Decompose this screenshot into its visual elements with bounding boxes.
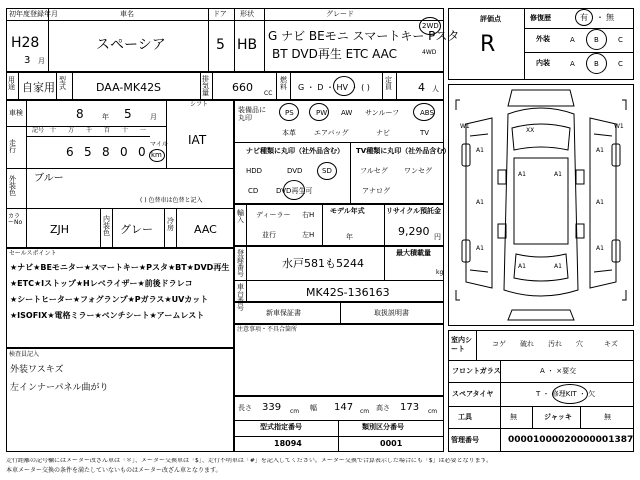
fuel-label: 燃料 [280, 76, 287, 91]
inspection-label: 車検 [9, 109, 23, 117]
diagram-mark-a1-1: A1 [476, 147, 484, 154]
width-label: 幅 [310, 404, 317, 412]
diagram-mark-a1-5: A1 [476, 199, 484, 206]
odo-digit-2: 8 [102, 145, 110, 159]
parallel-label: 並行 [262, 231, 276, 239]
max-load-unit: kg [436, 269, 444, 276]
equipment-item-2: AW [341, 109, 353, 117]
model-value: DAA-MK42S [96, 81, 162, 94]
repair-label: 修復歴 [530, 14, 551, 22]
color-value: ブルー [34, 173, 64, 184]
footer-line2: 本車メーター交換の条件を満たしていないものはメーター改ざん車となります。 [6, 467, 222, 474]
door-label: ドア [213, 10, 227, 18]
owner-manual: 取扱説明書 [374, 309, 409, 317]
capacity-unit: 人 [432, 85, 439, 93]
odo-unit-3: 千 [86, 127, 93, 134]
diagram-mark-a1-6: A1 [596, 199, 604, 206]
displacement-value: 660 [232, 81, 253, 94]
repair-yes-circle [575, 9, 593, 26]
repair-sep: ・ [596, 13, 604, 22]
seat-item-0: コゲ [492, 340, 506, 348]
model-year-unit: 年 [346, 233, 353, 241]
diagram-mark-a1-8: A1 [596, 245, 604, 252]
spare-value: T ・ 修理KIT ・ 欠 [536, 390, 596, 398]
tv-fullseg: フルセグ [360, 167, 388, 175]
int-grade-c: C [618, 60, 623, 68]
equipment-item-3: サンルーフ [365, 109, 400, 117]
height-label: 高さ [376, 404, 390, 412]
diagram-mark-a1-9: A1 [518, 263, 526, 270]
odo-label: 走行 [9, 139, 16, 154]
cc-unit: CC [264, 90, 273, 97]
import-label: 輸入 [237, 209, 244, 224]
color-label: 外装色 [9, 175, 16, 197]
capacity-value: 4 [418, 81, 425, 94]
recycle-unit: 円 [434, 233, 441, 241]
plate-value: 水戸581も5244 [282, 257, 364, 270]
reg-month-unit: 月 [38, 57, 45, 65]
mile-label: マイル [150, 141, 168, 148]
tv-title: TV種類に丸印（社外品含む） [356, 147, 451, 155]
equipment-item-0: PS [285, 109, 294, 117]
shape-label: 形状 [240, 10, 254, 18]
grade-line1: G ナビ BEモニ スマートキー Pスタ [268, 29, 460, 43]
equipment-circle-1 [309, 103, 329, 121]
color-note: ( ) 色替車は色替と記入 [140, 197, 203, 204]
inspection-year-unit: 年 [102, 113, 109, 121]
use-value: 自家用 [22, 81, 55, 94]
km-label: km [151, 151, 162, 159]
shift-value: IAT [188, 133, 207, 147]
length-unit: cm [290, 408, 300, 415]
spare-label: スペアタイヤ [452, 390, 494, 398]
handle-left: 左H [302, 231, 315, 239]
ext-grade-a: A [570, 36, 575, 44]
int-grade-b: B [594, 60, 599, 68]
length-label: 長さ [238, 404, 252, 412]
use-label: 用途 [8, 76, 15, 91]
ext-grade-c: C [618, 36, 623, 44]
sales-point-line-3: ★ISOFIX★電格ミラー★ベンチシート★アームレスト [10, 311, 205, 320]
diagram-mark-a1-7: A1 [476, 245, 484, 252]
odo-digit-3: 0 [120, 145, 128, 159]
seat-item-3: 穴 [576, 340, 583, 348]
equipment-label: 装備品に丸印 [238, 106, 266, 123]
navi-dvd-play-circle [283, 180, 305, 200]
ac-label: 冷房 [167, 217, 174, 232]
inspection-month-unit: 月 [150, 113, 157, 121]
navi-dvd-play: DVD再生可 [276, 187, 313, 195]
color-no: ZJH [50, 223, 70, 236]
diagram-mark-w1-left: W1 [460, 123, 470, 130]
sales-point-label: セールスポイント [9, 250, 57, 257]
seat-item-2: 汚れ [548, 340, 562, 348]
exterior-label: 外装 [536, 35, 550, 43]
interior-seat-label: 室内シート [451, 336, 472, 354]
reg-month: 3 [24, 55, 31, 66]
sales-point-line-0: ★ナビ★BEモニター★スマートキー★Pスタ★BT★DVD再生 [10, 263, 230, 272]
interior-label: 内装色 [103, 215, 110, 237]
windshield-value: A ・ ×要交 [540, 367, 577, 375]
designation-value: 18094 [274, 439, 302, 448]
tv-oneseg: ワンセグ [404, 167, 432, 175]
max-load-label: 最大積載量 [396, 249, 431, 257]
diagram-mark-xx: XX [526, 127, 535, 134]
interior-grade-label: 内装 [536, 59, 550, 67]
shape-value: HB [237, 37, 258, 53]
length-value: 339 [262, 402, 282, 413]
diagram-mark-a1-2: A1 [596, 147, 604, 154]
jack-label: ジャッキ [544, 413, 572, 421]
navi-title: ナビ種類に丸印（社外品含む） [246, 147, 344, 155]
inspector-line1: 外装ワスキズ [10, 365, 64, 375]
footer-line1: 走行距離の記号欄にはメーター改ざん車は「＊」、メーター交換車は「$」、走行不明車は「#」を記入してください。メーター交換で合算表示した場合にも「$」は必要となります。 [6, 458, 493, 464]
ac-value: AAC [194, 223, 217, 236]
inspector-line2: 左インナーパネル曲がり [10, 383, 109, 393]
notes-block [234, 324, 444, 396]
width-value: 147 [334, 402, 354, 413]
int-grade-a: A [570, 60, 575, 68]
shift-label: シフト [190, 101, 209, 108]
diagram-mark-a1-3: A1 [518, 171, 526, 178]
dealer-label: ディーラー [256, 211, 291, 219]
displacement-label: 排気量 [202, 75, 209, 97]
height-unit: cm [428, 408, 438, 415]
jack-value: 無 [604, 413, 611, 421]
inspection-month: 5 [124, 107, 132, 121]
seat-item-1: 破れ [520, 340, 534, 348]
fuel-options: G ・ D ・ HV ・ ( ) [298, 83, 370, 92]
car-name: スペーシア [96, 37, 166, 53]
name-label: 車名 [120, 10, 134, 18]
handle-right: 右H [302, 211, 315, 219]
sales-point-line-2: ★シートヒーター★フォグランプ★Pガラス★UVカット [10, 295, 209, 304]
diagram-mark-w1-right: W1 [614, 123, 624, 130]
odo-unit-0: 記号 [32, 127, 45, 134]
capacity-label: 定員 [385, 76, 392, 91]
tools-label: 工具 [458, 413, 472, 421]
width-unit: cm [360, 408, 370, 415]
navi-hdd: HDD [246, 167, 263, 175]
rating-label: 評価点 [480, 15, 501, 23]
ext-grade-b: B [594, 36, 599, 44]
category-value: 0001 [380, 439, 403, 448]
notes-label: 注意事項・不具合箇所 [237, 326, 298, 333]
warranty-book: 新車保証書 [266, 309, 301, 317]
odo-digit-4: 0 [138, 145, 146, 159]
category-label: 類別区分番号 [362, 423, 404, 431]
color-no-label: カラーNo [8, 213, 23, 226]
mgmt-label: 管理番号 [451, 436, 479, 444]
inspector-block [6, 348, 234, 452]
equipment-circle-0 [279, 103, 299, 121]
grade-line2: BT DVD再生 ETC AAC [272, 47, 397, 61]
odo-digit-0: 6 [66, 145, 74, 159]
mgmt-value: 00001000020000001387 [508, 435, 634, 445]
recycle-value: 9,290 [398, 225, 430, 238]
navi-dvd: DVD [287, 167, 303, 175]
tv-analog: アナログ [362, 187, 390, 195]
drive-4wd: 4WD [422, 49, 437, 56]
int-grade-circle [586, 53, 607, 74]
recycle-label: リサイクル預託金 [386, 207, 442, 215]
ext-grade-circle [586, 29, 607, 50]
plate-label: 登録番号 [237, 249, 244, 278]
height-value: 173 [400, 402, 420, 413]
designation-label: 型式指定番号 [260, 423, 302, 431]
equipment-item2-2: ナビ [376, 129, 390, 137]
equipment-item-1: PW [316, 109, 328, 117]
model-label: 型式 [59, 76, 66, 91]
equipment-item-4: ABS [420, 109, 434, 117]
door-count: 5 [216, 37, 225, 53]
rating-score: R [480, 32, 496, 57]
chassis-value: MK42S-136163 [306, 286, 390, 299]
equipment-circle-2 [413, 103, 435, 121]
repair-yes: 有 [580, 13, 588, 22]
odo-digit-1: 5 [84, 145, 92, 159]
windshield-label: フロントガラス [452, 367, 501, 375]
inspection-year: 8 [76, 107, 84, 121]
odo-unit-1: 十 [50, 127, 57, 134]
seat-item-4: キズ [604, 340, 618, 348]
odo-unit-6: 一 [140, 127, 147, 134]
sales-point-line-1: ★ETC★Iストップ★Hレベライザー★前後ドラレコ [10, 279, 193, 288]
chassis-label: 車台番号 [237, 283, 244, 312]
grade-label: グレード [326, 10, 354, 18]
fuel-hv-circle [333, 76, 355, 96]
drive-2wd: 2WD [422, 22, 439, 30]
spare-kit-circle [552, 384, 588, 404]
reg-year-label: 初年度登録年月 [9, 10, 58, 18]
navi-cd: CD [248, 187, 259, 195]
navi-sd: SD [322, 167, 332, 175]
equipment-item2-0: 本革 [282, 129, 296, 137]
reg-year: H28 [11, 35, 40, 51]
equipment-item2-3: TV [420, 129, 430, 137]
odo-unit-5: 十 [122, 127, 129, 134]
odo-unit-2: 万 [68, 127, 75, 134]
repair-no: 無 [606, 13, 614, 22]
diagram-mark-a1-10: A1 [554, 263, 562, 270]
diagram-mark-a1-4: A1 [554, 171, 562, 178]
inspector-label: 検査員記入 [9, 351, 40, 358]
model-year-label: モデル年式 [330, 207, 365, 215]
interior-value: グレー [120, 223, 153, 236]
equipment-item2-1: エアバッグ [314, 129, 349, 137]
tools-value: 無 [510, 413, 517, 421]
odo-unit-4: 百 [104, 127, 111, 134]
